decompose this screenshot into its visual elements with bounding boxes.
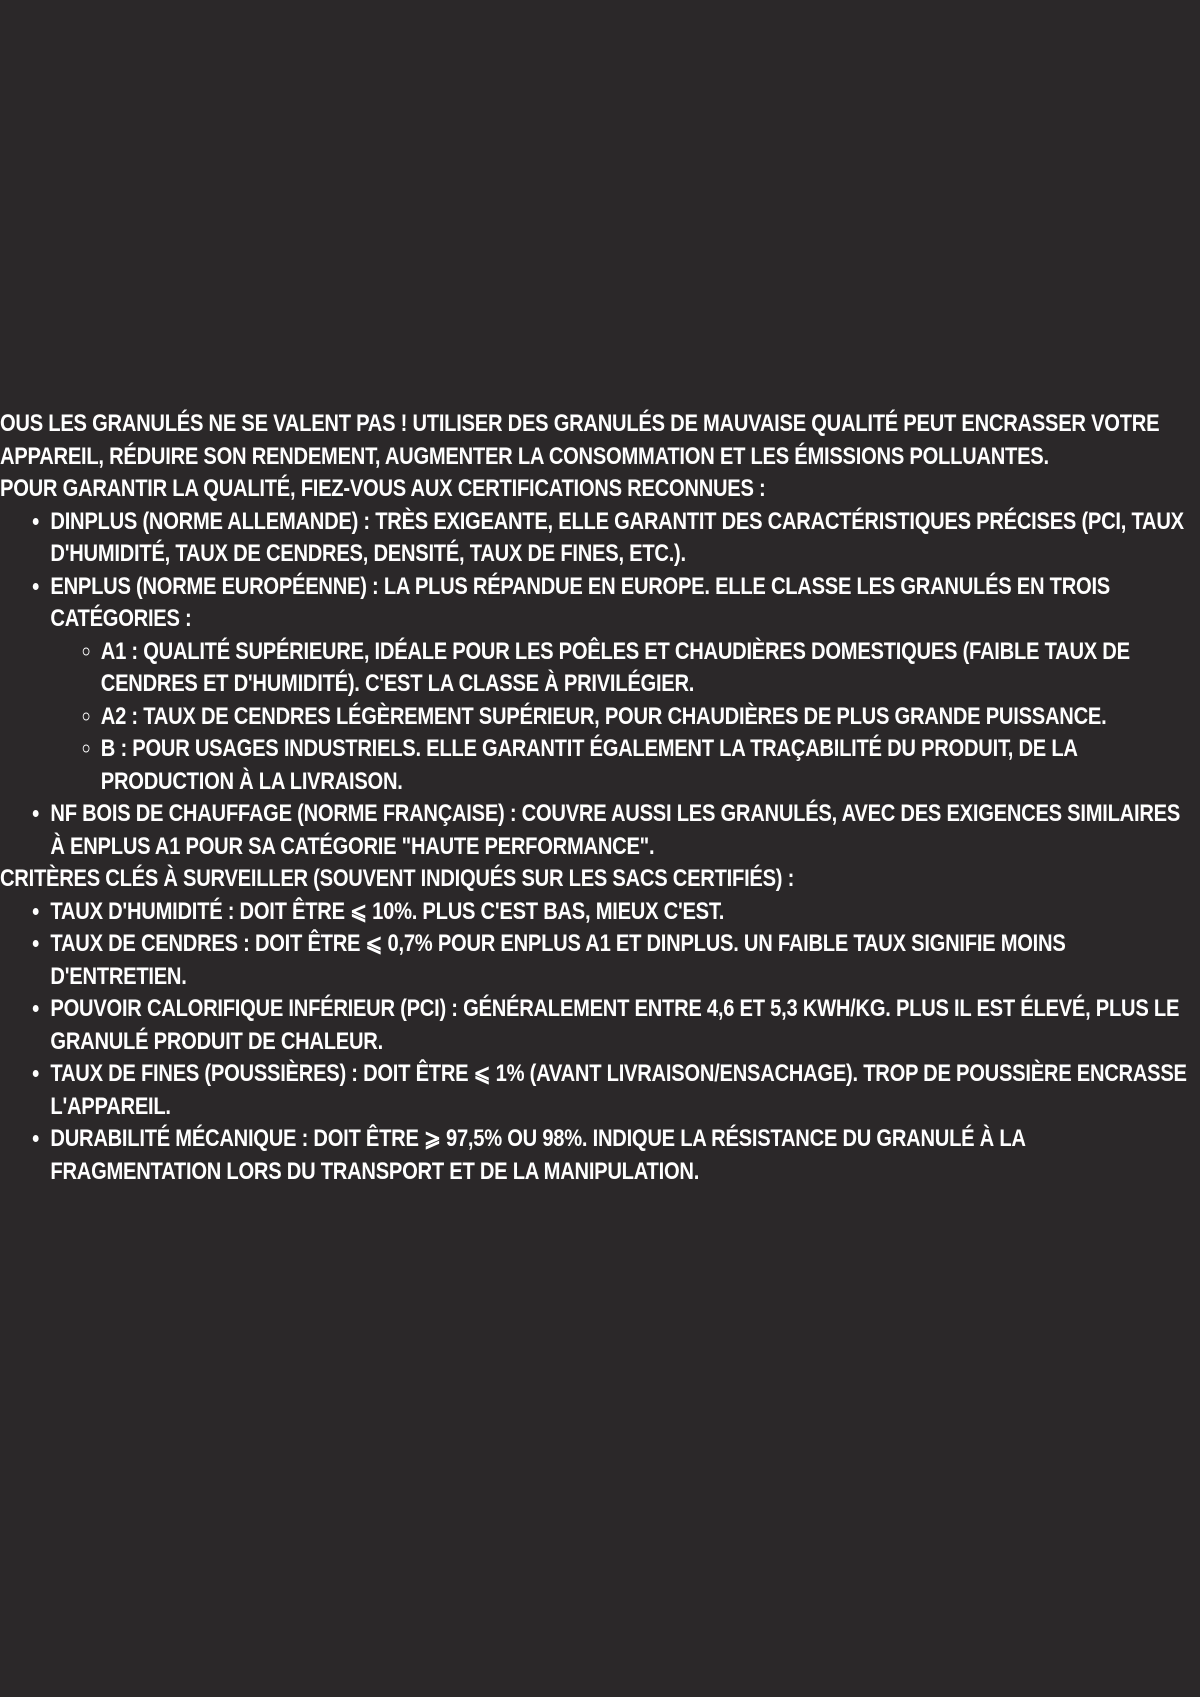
list-item-nf: • NF BOIS DE CHAUFFAGE (NORME FRANÇAISE) : COUVRE AUSSI LES GRANULÉS, AVEC DES EXIGENCES SIMILAIRES À ENPLUS A1 POUR SA CATÉGORIE "HAUTE PERFORMANCE". xyxy=(50,798,1192,863)
criteria-heading: CRITÈRES CLÉS À SURVEILLER (SOUVENT INDIQUÉS SUR LES SACS CERTIFIÉS) : xyxy=(0,865,795,892)
criteria-list xyxy=(0,896,1193,1189)
list-item-durability: • DURABILITÉ MÉCANIQUE : DOIT ÊTRE ⩾ 97,5% OU 98%. INDIQUE LA RÉSISTANCE DU GRANULÉ À LA FRAGMENTATION LORS DU TRANSPORT ET DE LA MANIPULATION. xyxy=(50,1123,1192,1188)
list-item-humidity: • TAUX D'HUMIDITÉ : DOIT ÊTRE ⩽ 10%. PLUS C'EST BAS, MIEUX C'EST. xyxy=(50,896,1192,929)
list-item-ash: • TAUX DE CENDRES : DOIT ÊTRE ⩽ 0,7% POUR ENPLUS A1 ET DINPLUS. UN FAIBLE TAUX SIGNIFIE MOINS D'ENTRETIEN. xyxy=(50,928,1192,993)
list-item-enplus-a2: ◦ A2 : TAUX DE CENDRES LÉGÈREMENT SUPÉRIEUR, POUR CHAUDIÈRES DE PLUS GRANDE PUISSANCE. xyxy=(101,701,1193,734)
list-item-fines: • TAUX DE FINES (POUSSIÈRES) : DOIT ÊTRE ⩽ 1% (AVANT LIVRAISON/ENSACHAGE). TROP DE POUSSIÈRE ENCRASSE L'APPAREIL. xyxy=(50,1058,1192,1123)
certification-list xyxy=(0,506,1193,864)
list-item-pci: • POUVOIR CALORIFIQUE INFÉRIEUR (PCI) : GÉNÉRALEMENT ENTRE 4,6 ET 5,3 KWH/KG. PLUS IL EST ÉLEVÉ, PLUS LE GRANULÉ PRODUIT DE CHALEUR. xyxy=(50,993,1192,1058)
article-body xyxy=(0,408,1193,1188)
intro-paragraph: OUS LES GRANULÉS NE SE VALENT PAS ! UTILISER DES GRANULÉS DE MAUVAISE QUALITÉ PEUT ENCRASSER VOTRE APPAREIL, RÉDUIRE SON RENDEMENT, AUGMENTER LA CONSOMMATION ET LES ÉMISSIONS POLLUANTES. xyxy=(0,410,1160,470)
enplus-text: ENPLUS (NORME EUROPÉENNE) : LA PLUS RÉPANDUE EN EUROPE. ELLE CLASSE LES GRANULÉS EN TROIS CATÉGORIES : xyxy=(50,572,1111,632)
list-item-dinplus: • DINPLUS (NORME ALLEMANDE) : TRÈS EXIGEANTE, ELLE GARANTIT DES CARACTÉRISTIQUES PRÉCISES (PCI, TAUX D'HUMIDITÉ, TAUX DE CENDRES, DENSITÉ, TAUX DE FINES, ETC.). xyxy=(50,506,1192,571)
enplus-class-list xyxy=(50,636,1192,799)
list-item-enplus xyxy=(50,571,1192,799)
list-item-enplus-a1: ◦ A1 : QUALITÉ SUPÉRIEURE, IDÉALE POUR LES POÊLES ET CHAUDIÈRES DOMESTIQUES (FAIBLE TAUX DE CENDRES ET D'HUMIDITÉ). C'EST LA CLASSE À PRIVILÉGIER. xyxy=(101,636,1193,701)
certifications-intro: POUR GARANTIR LA QUALITÉ, FIEZ-VOUS AUX CERTIFICATIONS RECONNUES : xyxy=(0,475,766,502)
list-item-enplus-b: ◦ B : POUR USAGES INDUSTRIELS. ELLE GARANTIT ÉGALEMENT LA TRAÇABILITÉ DU PRODUIT, DE LA PRODUCTION À LA LIVRAISON. xyxy=(101,733,1193,798)
